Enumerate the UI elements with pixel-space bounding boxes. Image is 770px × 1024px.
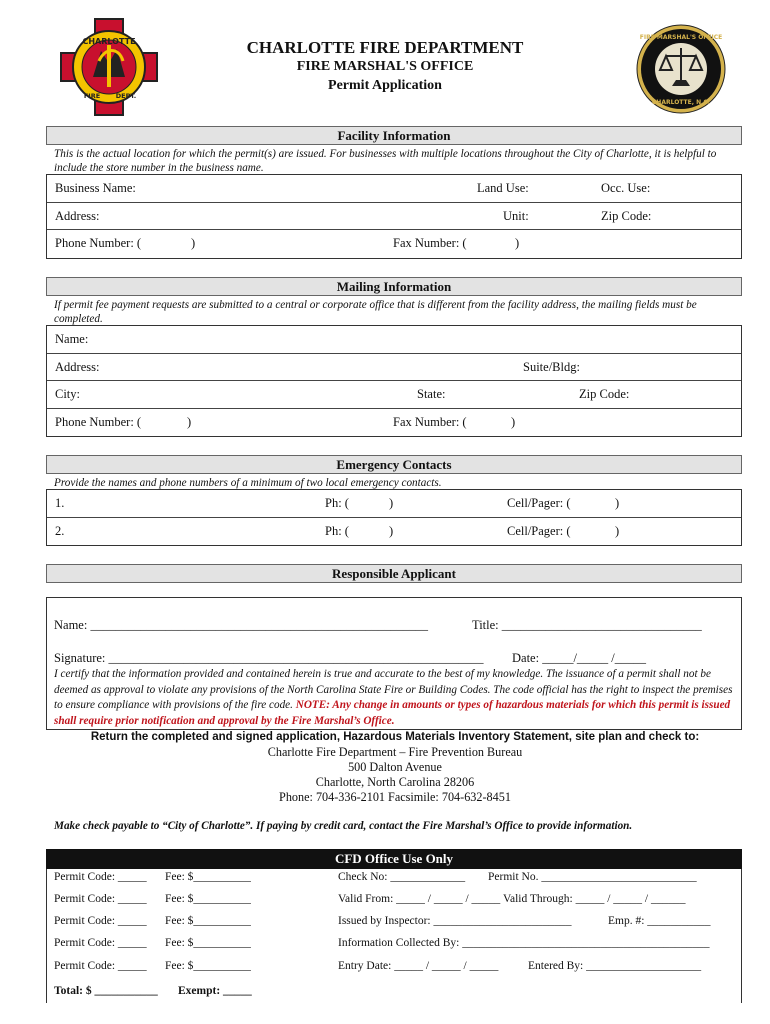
return-address-line-1: Charlotte Fire Department – Fire Prevention Bureau bbox=[267, 745, 523, 759]
issued-by-inspector-field[interactable]: Issued by Inspector: ________________________ bbox=[338, 915, 572, 927]
payment-instructions: Make check payable to “City of Charlotte”. If paying by credit card, contact the Fire Marshal’s Office to provide information. bbox=[54, 820, 633, 832]
department-title: CHARLOTTE FIRE DEPARTMENT bbox=[246, 38, 524, 57]
emergency-row-1[interactable] bbox=[47, 490, 741, 518]
fee-field-5[interactable]: Fee: $__________ bbox=[165, 960, 251, 972]
facility-zip-field[interactable]: Zip Code: bbox=[601, 208, 652, 223]
mailing-name-field[interactable]: Name: bbox=[55, 332, 89, 346]
facility-phone-field[interactable]: Phone Number: ( bbox=[55, 236, 142, 250]
permit-code-field-2[interactable]: Permit Code: _____ bbox=[54, 893, 147, 905]
return-address-line-2: 500 Dalton Avenue bbox=[348, 760, 442, 774]
certification-text bbox=[54, 667, 742, 729]
mailing-row-city[interactable] bbox=[47, 381, 741, 409]
check-no-field[interactable]: Check No: _____________ bbox=[338, 871, 466, 883]
mailing-fax-close: ) bbox=[511, 414, 516, 429]
contact-1-phone-field[interactable]: Ph: ( bbox=[325, 496, 349, 510]
facility-fields bbox=[46, 174, 742, 259]
facility-section-header: Facility Information bbox=[46, 126, 742, 145]
return-address-line-3: Charlotte, North Carolina 28206 bbox=[315, 775, 475, 789]
emergency-note: Provide the names and phone numbers of a minimum of two local emergency contacts. bbox=[54, 477, 442, 489]
applicant-title-field[interactable]: Title: ________________________________ bbox=[472, 618, 702, 632]
contact-2-cell-field[interactable]: Cell/Pager: ( bbox=[507, 523, 571, 538]
contact-2-phone-close: ) bbox=[389, 523, 394, 538]
seal-bottom-text: CHARLOTTE, N.C. bbox=[651, 99, 711, 106]
logo-left-text-dept: DEPT. bbox=[115, 92, 137, 100]
facility-fax-field[interactable]: Fax Number: ( bbox=[393, 236, 467, 250]
state-field[interactable]: State: bbox=[417, 387, 446, 401]
fee-field-1[interactable]: Fee: $__________ bbox=[165, 871, 251, 883]
unit-field[interactable]: Unit: bbox=[503, 208, 529, 223]
applicant-name-field[interactable]: Name: ______________________________________________________ bbox=[54, 618, 428, 632]
logo-left-text-fire: FIRE bbox=[83, 92, 101, 100]
facility-address-field[interactable]: Address: bbox=[55, 208, 100, 223]
permit-code-field-1[interactable]: Permit Code: _____ bbox=[54, 871, 147, 883]
emp-number-field[interactable]: Emp. #: ___________ bbox=[608, 915, 711, 927]
business-name-field[interactable]: Business Name: bbox=[55, 181, 136, 195]
exempt-field[interactable]: Exempt: _____ bbox=[178, 985, 252, 997]
mailing-phone-field[interactable]: Phone Number: ( bbox=[55, 414, 142, 429]
emergency-section-header: Emergency Contacts bbox=[46, 455, 742, 474]
applicant-signature-field[interactable]: Signature: ____________________________________________________________ bbox=[54, 651, 484, 665]
emergency-fields bbox=[46, 489, 742, 546]
entry-date-field[interactable]: Entry Date: _____ / _____ / _____ bbox=[338, 960, 499, 972]
mailing-phone-close: ) bbox=[187, 414, 192, 429]
contact-1-name-field[interactable]: 1. bbox=[55, 496, 65, 510]
emergency-row-2[interactable] bbox=[47, 518, 741, 546]
mailing-note: If permit fee payment requests are submitted to a central or corporate office that is different from the facility address, the mailing fields must be completed. bbox=[54, 299, 697, 325]
mailing-fields bbox=[46, 325, 742, 437]
facility-row-address[interactable] bbox=[47, 203, 741, 231]
contact-2-cell-close: ) bbox=[615, 523, 620, 538]
return-contact-line: Phone: 704-336-2101 Facsimile: 704-632-8451 bbox=[279, 790, 511, 804]
mailing-fax-field[interactable]: Fax Number: ( bbox=[393, 414, 467, 429]
hazmat-notice: NOTE: Any change in amounts or types of hazardous materials for which this permit is issued shall require prior notification and approval by the Fire Marshal’s Office. bbox=[54, 699, 731, 727]
mailing-row-name[interactable] bbox=[47, 326, 741, 354]
total-field[interactable]: Total: $ ___________ bbox=[54, 985, 158, 997]
applicant-section-header: Responsible Applicant bbox=[46, 564, 742, 583]
info-collected-by-field[interactable]: Information Collected By: ___________________________________________ bbox=[338, 937, 710, 949]
permit-code-field-4[interactable]: Permit Code: _____ bbox=[54, 937, 147, 949]
occ-use-field[interactable]: Occ. Use: bbox=[601, 181, 651, 195]
mailing-zip-field[interactable]: Zip Code: bbox=[579, 387, 630, 401]
office-title: FIRE MARSHAL'S OFFICE bbox=[296, 59, 474, 74]
contact-1-cell-field[interactable]: Cell/Pager: ( bbox=[507, 496, 571, 510]
fee-field-4[interactable]: Fee: $__________ bbox=[165, 937, 251, 949]
mailing-address-field[interactable]: Address: bbox=[55, 359, 100, 374]
office-use-header: CFD Office Use Only bbox=[46, 849, 742, 869]
contact-1-cell-close: ) bbox=[615, 496, 620, 510]
facility-phone-close: ) bbox=[191, 236, 196, 250]
entered-by-field[interactable]: Entered By: ____________________ bbox=[528, 960, 702, 972]
valid-dates-field[interactable]: Valid From: _____ / _____ / _____ Valid Through: _____ / _____ / ______ bbox=[338, 893, 686, 905]
land-use-field[interactable]: Land Use: bbox=[477, 181, 529, 195]
contact-1-phone-close: ) bbox=[389, 496, 394, 510]
facility-row-business[interactable] bbox=[47, 175, 741, 203]
contact-2-phone-field[interactable]: Ph: ( bbox=[325, 523, 349, 538]
mailing-row-address[interactable] bbox=[47, 354, 741, 382]
applicant-date-field[interactable]: Date: _____/_____ /_____ bbox=[512, 651, 647, 665]
fee-field-2[interactable]: Fee: $__________ bbox=[165, 893, 251, 905]
mailing-row-phone[interactable] bbox=[47, 409, 741, 437]
permit-code-field-5[interactable]: Permit Code: _____ bbox=[54, 960, 147, 972]
mailing-section-header: Mailing Information bbox=[46, 277, 742, 296]
permit-no-field[interactable]: Permit No. ___________________________ bbox=[488, 871, 697, 883]
logo-left-top-text: CHARLOTTE bbox=[82, 37, 136, 46]
city-field[interactable]: City: bbox=[55, 387, 81, 401]
facility-fax-close: ) bbox=[515, 236, 520, 250]
form-title: Permit Application bbox=[328, 78, 442, 93]
permit-code-field-3[interactable]: Permit Code: _____ bbox=[54, 915, 147, 927]
facility-note: This is the actual location for which the permit(s) are issued. For businesses with multiple locations throughout the City of Charlotte, it is helpful to include the store number in the business name. bbox=[54, 148, 717, 174]
seal-top-text: FIRE MARSHAL'S OFFICE bbox=[639, 34, 723, 41]
certification-statement: I certify that the information provided and contained herein is true and accurate to the best of my knowledge. The issuance of a permit shall not be deemed as approval to violate any provisions of the North Carolina State Fire or Building Codes. The code official has the right to inspect the premises to ensure compliance with provisions of the fire code. bbox=[54, 668, 733, 711]
office-use-box bbox=[46, 869, 742, 1003]
facility-row-phone[interactable] bbox=[47, 230, 741, 258]
fee-field-3[interactable]: Fee: $__________ bbox=[165, 915, 251, 927]
suite-bldg-field[interactable]: Suite/Bldg: bbox=[523, 359, 580, 374]
contact-2-name-field[interactable]: 2. bbox=[55, 523, 65, 538]
return-heading: Return the completed and signed application, Hazardous Materials Inventory Statement, site plan and check to: bbox=[90, 731, 700, 743]
